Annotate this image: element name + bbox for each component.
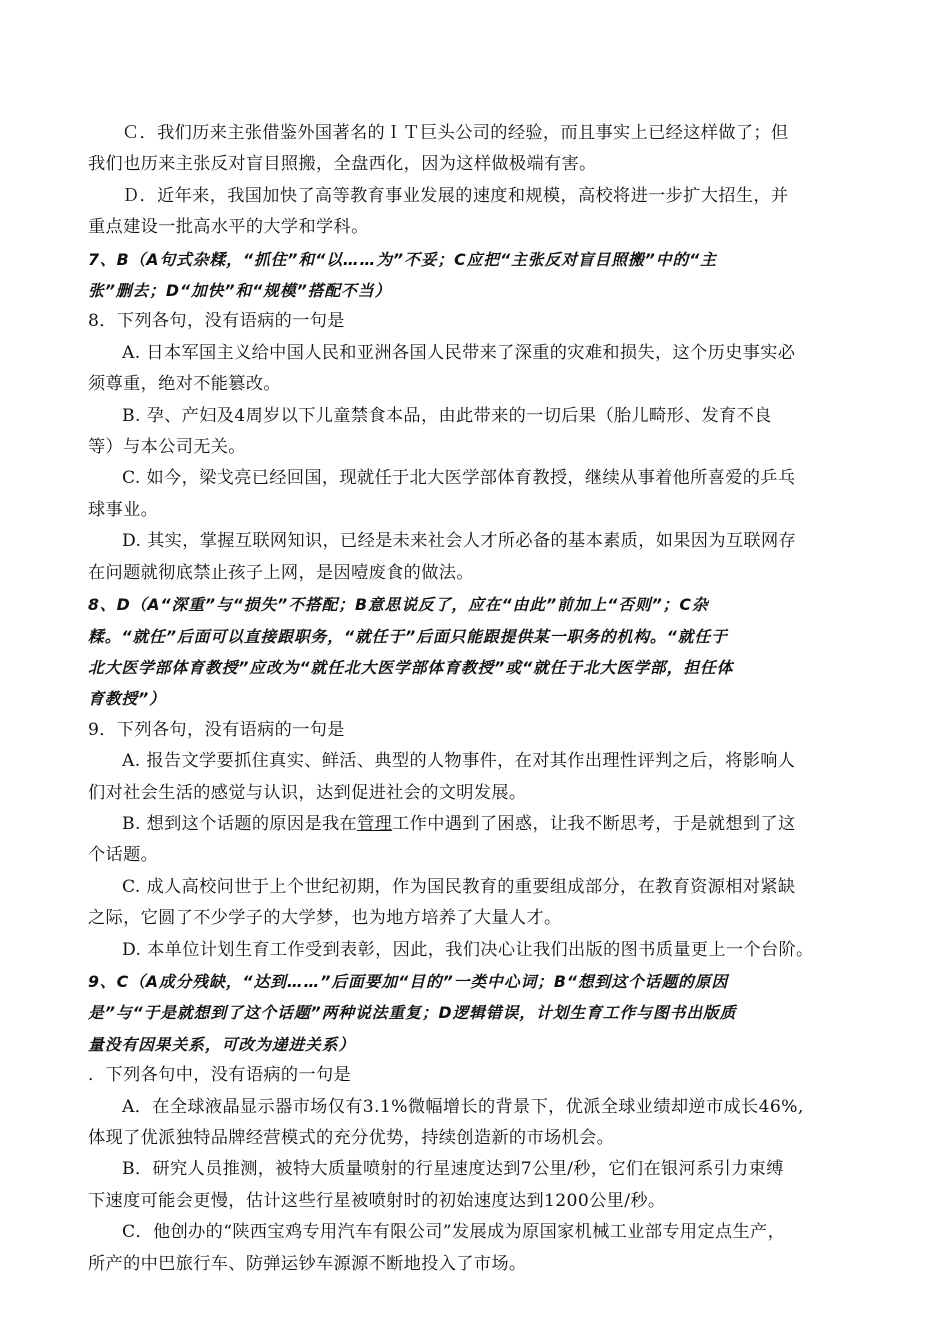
answer7-line1: 7、B（A句式杂糅，“抓住”和“以……为”不妥；C应把“主张反对盲目照搬”中的“主 — [88, 249, 717, 269]
q8-option-b-line1: B. 孕、产妇及4周岁以下儿童禁食本品，由此带来的一切后果（胎儿畸形、发育不良 — [122, 405, 772, 426]
q6-option-d-line2: 重点建设一批高水平的大学和学科。 — [88, 217, 369, 238]
q6-option-c-line2: 我们也历来主张反对盲目照搬，全盘西化，因为这样做极端有害。 — [88, 154, 597, 175]
q8-option-d-line1: D. 其实，掌握互联网知识，已经是未来社会人才所必备的基本素质，如果因为互联网存 — [122, 531, 797, 552]
answer8-line1: 8、D（A“深重”与“损失”不搭配；B意思说反了，应在“由此”前加上“否则”；C杂 — [88, 595, 709, 615]
q6-option-c-line1: Ｃ．我们历来主张借鉴外国著名的ＩＴ巨头公司的经验，而且事实上已经这样做了；但 — [122, 123, 789, 143]
q9-option-c-line2: 之际，它圆了不少学子的大学梦，也为地方培养了大量人才。 — [88, 908, 562, 929]
q9-option-b-line2: 个话题。 — [88, 845, 159, 866]
answer8-line4: 育教授”） — [88, 689, 166, 709]
answer8-line3: 北大医学部体育教授”应改为“就任北大医学部体育教授”或“就任于北大医学部，担任体 — [88, 657, 734, 677]
q9-stem: 9．下列各句，没有语病的一句是 — [88, 719, 345, 740]
q8-option-a-line1: A. 日本军国主义给中国人民和亚洲各国人民带来了深重的灾难和损失，这个历史事实必 — [122, 342, 796, 363]
q10-option-a-line1: A．在全球液晶显示器市场仅有3.1%微幅增长的背景下，优派全球业绩却逆市成长46%, — [122, 1096, 804, 1117]
q10-stem: ．下列各句中，没有语病的一句是 — [88, 1065, 352, 1086]
answer9-line3: 量没有因果关系，可改为递进关系） — [88, 1034, 356, 1054]
q8-option-a-line2: 须尊重，绝对不能篡改。 — [88, 374, 281, 395]
underlined-term: 管理 — [357, 813, 393, 834]
q10-option-b-line2: 下速度可能会更慢，估计这些行星被喷射时的初始速度达到1200公里/秒。 — [88, 1190, 666, 1211]
q9-option-b-text-post: 工作中遇到了困惑，让我不断思考，于是就想到了这 — [392, 813, 796, 834]
q8-option-c-line1: C. 如今，梁戈亮已经回国，现就任于北大医学部体育教授，继续从事着他所喜爱的乒乓 — [122, 468, 796, 489]
q10-option-c-line2: 所产的中巴旅行车、防弹运钞车源源不断地投入了市场。 — [88, 1253, 527, 1274]
q9-option-d-line1: D. 本单位计划生育工作受到表彰，因此，我们决心让我们出版的图书质量更上一个台阶。 — [122, 939, 814, 960]
q8-option-b-line2: 等）与本公司无关。 — [88, 437, 246, 458]
q8-option-d-line2: 在问题就彻底禁止孩子上网，是因噎废食的做法。 — [88, 562, 474, 583]
document-page — [88, 118, 864, 1280]
answer9-line1: 9、C（A成分残缺，“达到……”后面要加“目的”一类中心词；B“想到这个话题的原因 — [88, 971, 729, 991]
q6-option-d-line1: Ｄ．近年来，我国加快了高等教育事业发展的速度和规模，高校将进一步扩大招生，并 — [122, 185, 789, 206]
q9-option-a-line1: A. 报告文学要抓住真实、鲜活、典型的人物事件，在对其作出理性评判之后，将影响人 — [122, 751, 796, 772]
q8-stem: 8．下列各句，没有语病的一句是 — [88, 311, 345, 332]
q9-option-c-line1: C. 成人高校问世于上个世纪初期，作为国民教育的重要组成部分，在教育资源相对紧缺 — [122, 876, 796, 897]
q9-option-a-line2: 们对社会生活的感觉与认识，达到促进社会的文明发展。 — [88, 782, 527, 803]
q9-option-b-line1 — [88, 809, 864, 840]
answer7-line2: 张”删去；D“加快”和“规模”搭配不当） — [88, 281, 392, 301]
q10-option-c-line1: C．他创办的“陕西宝鸡专用汽车有限公司”发展成为原国家机械工业部专用定点生产， — [122, 1222, 786, 1243]
q10-option-b-line1: B．研究人员推测，被特大质量喷射的行星速度达到7公里/秒，它们在银河系引力束缚 — [122, 1159, 784, 1180]
answer8-line2: 糅。“就任”后面可以直接跟职务，“就任于”后面只能跟提供某一职务的机构。“就任于 — [88, 626, 728, 646]
q8-option-c-line2: 球事业。 — [88, 499, 159, 520]
answer9-line2: 是”与“于是就想到了这个话题”两种说法重复；D逻辑错误，计划生育工作与图书出版质 — [88, 1003, 737, 1023]
q10-option-a-line2: 体现了优派独特品牌经营模式的充分优势，持续创造新的市场机会。 — [88, 1128, 615, 1148]
q9-option-b-text-pre: B. 想到这个话题的原因是我在 — [122, 813, 358, 834]
